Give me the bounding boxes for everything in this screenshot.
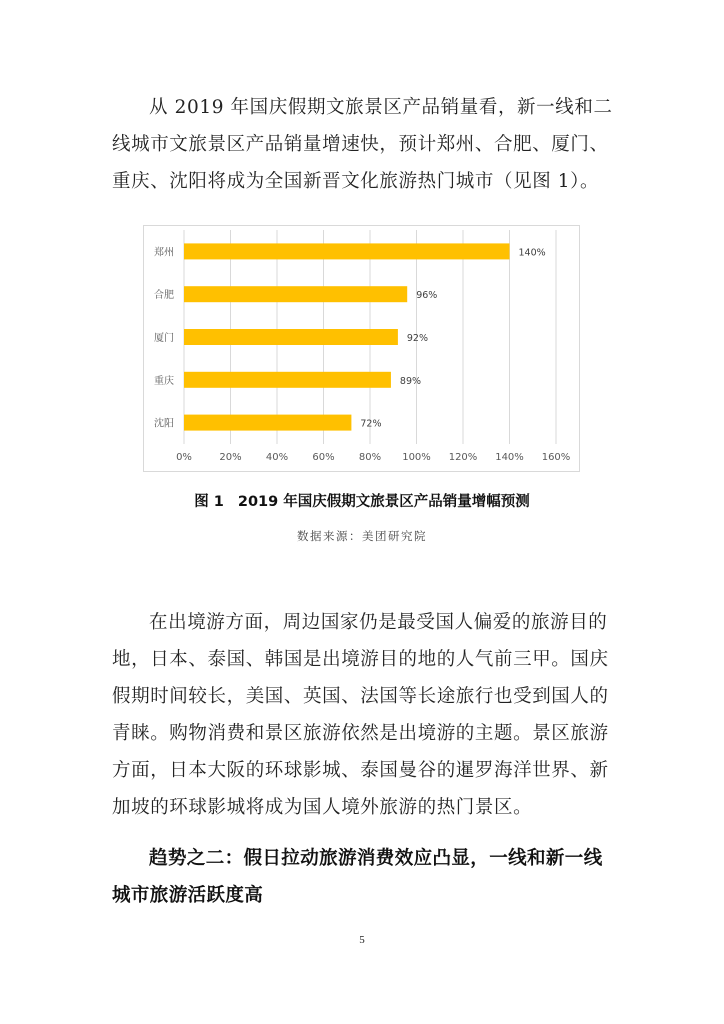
x-tick-label: 40% xyxy=(265,452,289,463)
x-tick-label: 120% xyxy=(448,452,478,463)
paragraph-line: 加坡的环球影城将成为国人境外旅游的热门景区。 xyxy=(112,797,533,818)
x-tick-label: 60% xyxy=(312,452,335,463)
category-label: 沈阳 xyxy=(154,418,174,430)
figure-number: 图 1 xyxy=(194,494,224,510)
paragraph-line: 在出境游方面，周边国家仍是最受国人偏爱的旅游目的 xyxy=(149,612,608,633)
category-label: 重庆 xyxy=(154,375,174,387)
data-label: 72% xyxy=(360,418,382,430)
paragraph-line: 青睐。购物消费和景区旅游依然是出境游的主题。景区旅游 xyxy=(112,723,609,744)
paragraph-line: 方面，日本大阪的环球影城、泰国曼谷的暹罗海洋世界、新 xyxy=(112,760,609,781)
bar xyxy=(184,286,407,302)
data-label: 96% xyxy=(416,290,438,302)
bar-chart xyxy=(143,225,580,472)
figure-caption xyxy=(0,490,724,511)
bar xyxy=(184,415,351,431)
page-number: 5 xyxy=(359,934,365,946)
data-label: 140% xyxy=(518,247,546,259)
heading-line: 城市旅游活跃度高 xyxy=(112,885,264,906)
section-heading xyxy=(112,840,632,914)
data-label: 92% xyxy=(406,333,429,344)
x-tick-label: 140% xyxy=(495,452,524,463)
data-label: 89% xyxy=(399,375,422,387)
category-label: 郑州 xyxy=(154,247,174,259)
paragraph-line: 地，日本、泰国、韩国是出境游目的地的人气前三甲。国庆 xyxy=(112,649,609,670)
category-label: 厦门 xyxy=(154,333,174,344)
x-tick-label: 0% xyxy=(176,452,192,463)
paragraph-intro xyxy=(112,89,615,200)
x-tick-label: 80% xyxy=(358,452,382,463)
x-tick-label: 20% xyxy=(219,452,242,463)
heading-line: 趋势之二：假日拉动旅游消费效应凸显，一线和新一线 xyxy=(149,848,603,869)
bar xyxy=(184,372,391,388)
bar xyxy=(184,329,398,345)
figure-title: 2019 年国庆假期文旅景区产品销量增幅预测 xyxy=(237,494,530,510)
paragraph-line: 从 2019 年国庆假期文旅景区产品销量看，新一线和二 xyxy=(149,97,613,118)
bar-chart-svg xyxy=(144,226,581,473)
paragraph-line: 线城市文旅景区产品销量增速快，预计郑州、合肥、厦门、 xyxy=(112,134,609,155)
figure-source: 数据来源：美团研究院 xyxy=(297,529,427,543)
x-tick-label: 160% xyxy=(541,452,571,463)
category-label: 合肥 xyxy=(154,290,174,302)
x-tick-label: 100% xyxy=(402,452,431,463)
paragraph-line: 重庆、沈阳将成为全国新晋文化旅游热门城市（见图 1）。 xyxy=(112,171,600,192)
paragraph-outbound xyxy=(112,604,615,826)
paragraph-line: 假期时间较长，美国、英国、法国等长途旅行也受到国人的 xyxy=(112,686,609,707)
bar xyxy=(184,243,510,259)
